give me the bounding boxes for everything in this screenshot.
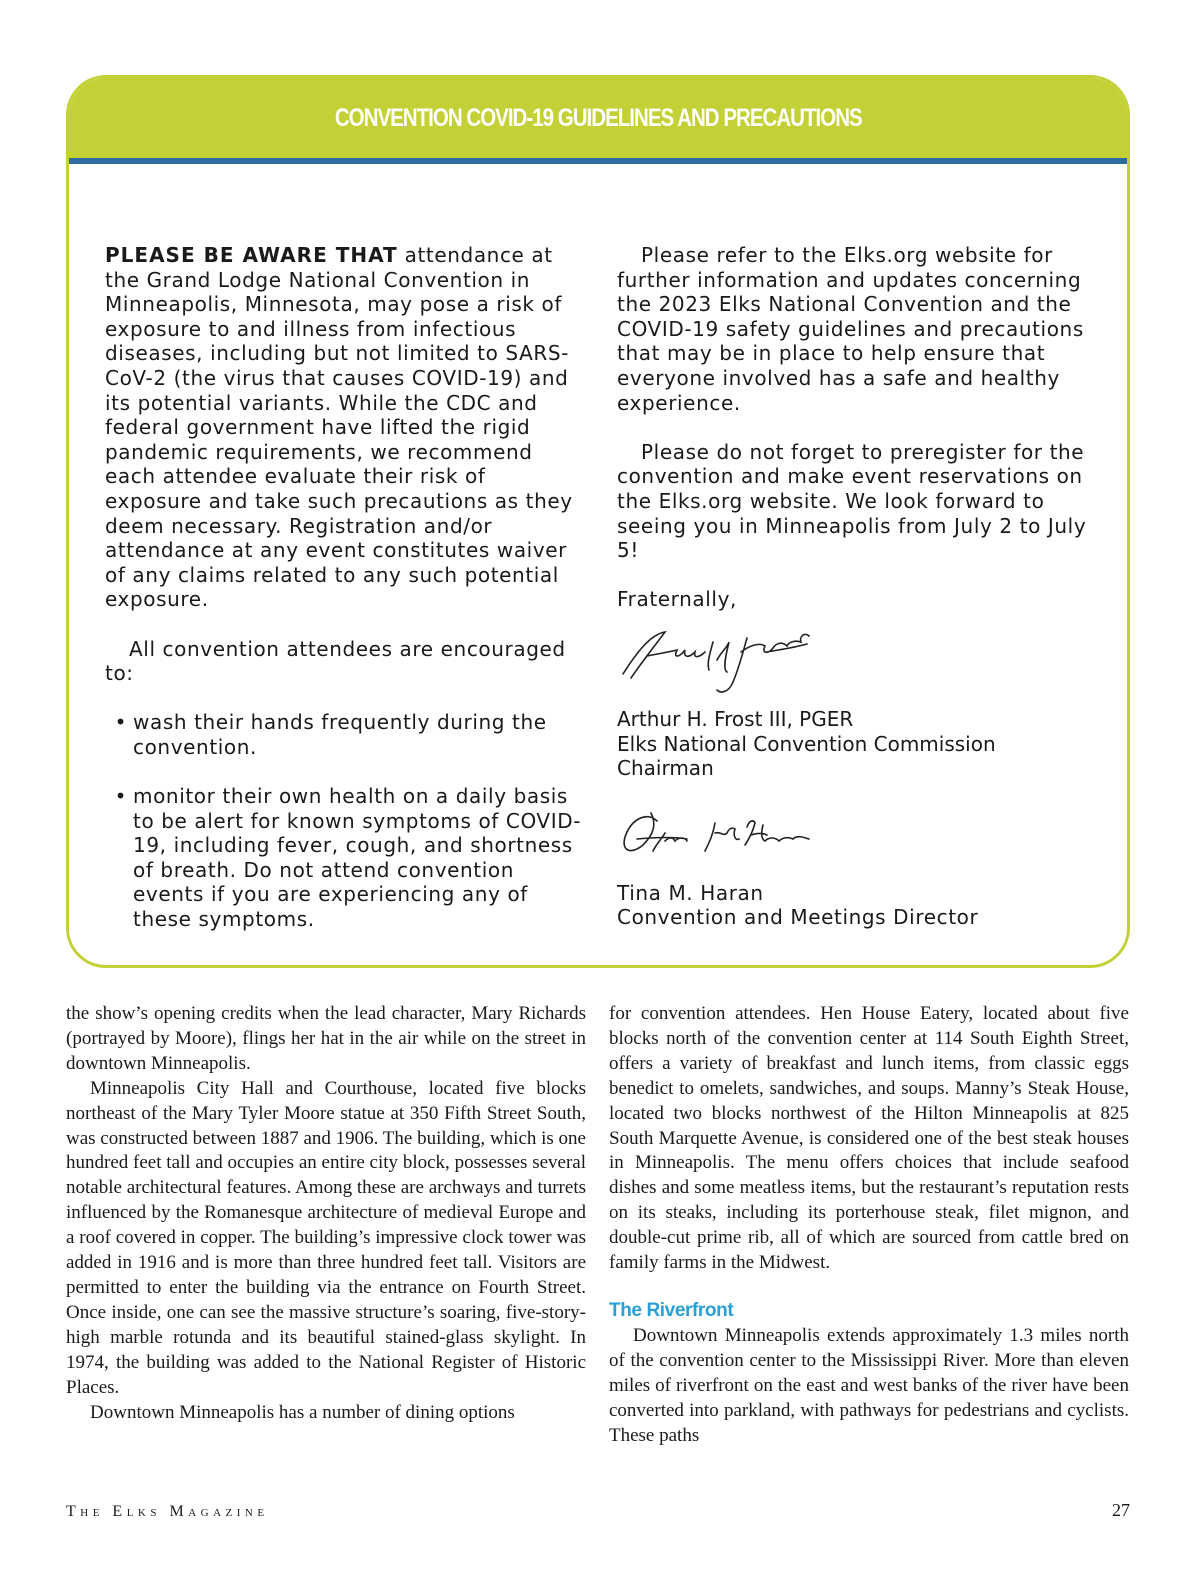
- signer2-title: Convention and Meetings Director: [617, 905, 979, 930]
- article-paragraph: for convention attendees. Hen House Eatery, located about five blocks north of the convention center at 114 South Eighth Street, offers a variety of breakfast and lunch items, from classic eggs benedict to omelets, sandwiches, and soups. Manny’s Steak House, located two blocks northwest of the Hilton Minneapolis at 825 South Marquette Avenue, is considered one of the best steak houses in Minneapolis. The menu offers choices that include seafood dishes and some meatless items, but the restaurant’s reputation rests on its steaks, including its porterhouse steak, filet mignon, and double-cut prime rib, all of which are sourced from cattle bred on family farms in the Midwest.: [609, 1003, 1129, 1274]
- preregister-paragraph: Please do not forget to preregister for the convention and make event reservations on the Elks.org website. We look forward to seeing you in Minneapolis from July 2 to July 5!: [617, 439, 1087, 563]
- signature-icon: [617, 781, 837, 881]
- bullet-text-monitor-health: monitor their own health on a daily basis to be alert for known symptoms of COVID-19, including fever, cough, and shortness of breath. Do not attend convention events if you are experiencing any of these symptoms.: [133, 784, 582, 932]
- page-number: 27: [1112, 1500, 1130, 1520]
- awareness-text: attendance at the Grand Lodge National Convention in Minneapolis, Minnesota, may pose a risk of exposure to and illness from infectious diseases, including but not limited to SARS-CoV-2 (the virus that causes COVID-19) and its potential variants. While the CDC and federal government have lifted the rigid pandemic requirements, we recommend each attendee evaluate their risk of exposure and take such precautions as they deem necessary. Registration and/or attendance at any event constitutes waiver of any claims related to any such potential exposure.: [105, 243, 573, 612]
- signature-frost: [617, 612, 1097, 707]
- article-paragraph: Minneapolis City Hall and Courthouse, located five blocks northeast of the Mary Tyler Moore statue at 350 Fifth Street South, was constructed between 1887 and 1906. The building, which is one hundred feet tall and occupies an entire city block, possesses several notable architectural features. Among these are archways and turrets influenced by the Romanesque architecture of medieval Europe and a roof covered in copper. The building’s impressive clock tower was added in 1916 and is more than three hundred feet tall. Visitors are permitted to enter the building via the entrance on Fourth Street. Once inside, one can see the massive structure’s soaring, five-story-high marble rotunda and its beautiful stained-glass skylight. In 1974, the building was added to the National Register of Historic Places.: [66, 1077, 586, 1398]
- signer1-name: Arthur H. Frost III, PGER: [617, 706, 854, 731]
- signature-icon: [617, 612, 837, 707]
- article-paragraph: Downtown Minneapolis extends approximately 1.3 miles north of the convention center to the Mississippi River. More than eleven miles of riverfront on the east and west banks of the river have been converted into parkland, with pathways for pedestrians and cyclists. These paths: [609, 1324, 1129, 1446]
- article-paragraph: the show’s opening credits when the lead character, Mary Richards (portrayed by Moore), flings her hat in the air while on the street in downtown Minneapolis.: [66, 1003, 586, 1074]
- signature-haran: [617, 781, 1097, 881]
- section-heading-riverfront: The Riverfront: [609, 1299, 734, 1321]
- box-right-column: [617, 243, 1097, 930]
- signer1-title: Elks National Convention Commission Chairman: [617, 731, 996, 781]
- awareness-paragraph: [105, 243, 585, 612]
- magazine-name: The Elks Magazine: [66, 1503, 269, 1520]
- article-paragraph: Downtown Minneapolis has a number of dining options: [90, 1401, 515, 1423]
- covid-guidelines-box: [66, 75, 1130, 968]
- list-item: [105, 784, 585, 932]
- article-left-column: [66, 1002, 586, 1425]
- bullet-icon: •: [114, 710, 127, 735]
- refer-paragraph: Please refer to the Elks.org website for further information and updates concerning the 2023 Elks National Convention and the COVID-19 safety guidelines and precautions that may be in place to help ensure that everyone involved has a safe and healthy experience.: [617, 243, 1084, 415]
- signer2-name: Tina M. Haran: [617, 880, 764, 905]
- list-item: [105, 710, 585, 759]
- closing: Fraternally,: [617, 587, 737, 612]
- box-header: [69, 78, 1127, 164]
- box-title: CONVENTION COVID-19 GUIDELINES AND PRECAUTIONS: [334, 103, 862, 132]
- awareness-lead: PLEASE BE AWARE THAT: [105, 243, 398, 267]
- bullet-icon: •: [114, 784, 127, 809]
- box-left-column: [105, 243, 585, 932]
- encouraged-line: All convention attendees are encouraged to:: [105, 636, 566, 686]
- bullet-text-handwashing: wash their hands frequently during the convention.: [133, 710, 547, 759]
- article-right-column: [609, 1002, 1129, 1449]
